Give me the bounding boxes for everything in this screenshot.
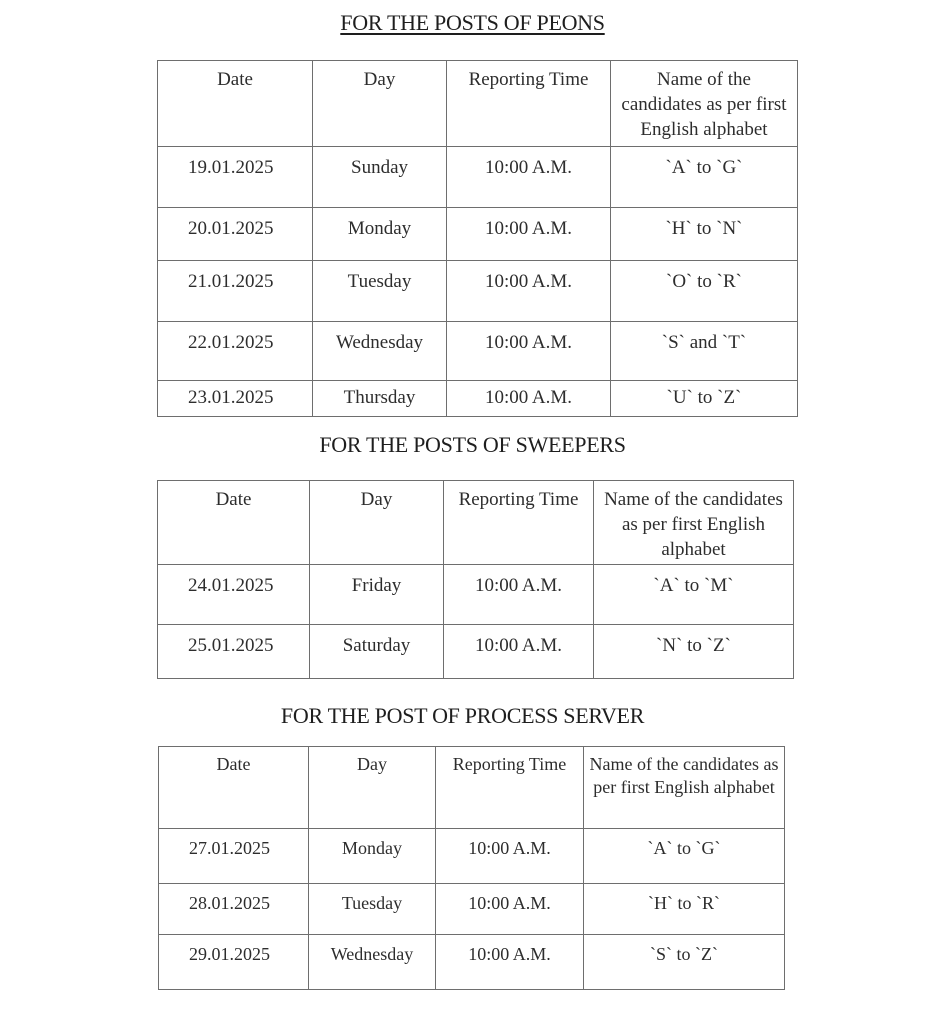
cell-day: Sunday: [313, 147, 447, 208]
cell-names: `S` and `T`: [611, 322, 798, 381]
header-day: Day: [309, 747, 436, 829]
schedule-table-peons: [157, 60, 798, 417]
cell-date: 29.01.2025: [159, 935, 309, 990]
cell-names: `A` to `G`: [611, 147, 798, 208]
cell-time: 10:00 A.M.: [447, 381, 611, 417]
cell-names: `O` to `R`: [611, 261, 798, 322]
cell-day: Tuesday: [313, 261, 447, 322]
cell-day: Thursday: [313, 381, 447, 417]
header-row: [158, 61, 798, 147]
header-day: Day: [313, 61, 447, 147]
header-row: [159, 747, 785, 829]
cell-time: 10:00 A.M.: [444, 565, 594, 625]
cell-date: 21.01.2025: [158, 261, 313, 322]
cell-date: 19.01.2025: [158, 147, 313, 208]
schedule-table-process-server: [158, 746, 785, 990]
cell-day: Monday: [309, 829, 436, 884]
table-row: [158, 208, 798, 261]
cell-date: 23.01.2025: [158, 381, 313, 417]
header-reporting-time: Reporting Time: [436, 747, 584, 829]
cell-names: `N` to `Z`: [594, 625, 794, 679]
header-candidate-names: Name of the candidates as per first English alphabet: [611, 61, 798, 147]
section-title-text: FOR THE POSTS OF PEONS: [340, 10, 605, 35]
cell-time: 10:00 A.M.: [447, 322, 611, 381]
cell-day: Friday: [310, 565, 444, 625]
table-row: [159, 884, 785, 935]
cell-names: `H` to `R`: [584, 884, 785, 935]
cell-names: `A` to `M`: [594, 565, 794, 625]
cell-day: Wednesday: [309, 935, 436, 990]
cell-time: 10:00 A.M.: [436, 884, 584, 935]
cell-time: 10:00 A.M.: [447, 147, 611, 208]
table-row: [158, 322, 798, 381]
header-date: Date: [158, 481, 310, 565]
cell-date: 20.01.2025: [158, 208, 313, 261]
cell-date: 27.01.2025: [159, 829, 309, 884]
cell-date: 22.01.2025: [158, 322, 313, 381]
header-row: [158, 481, 794, 565]
cell-names: `H` to `N`: [611, 208, 798, 261]
schedule-table-sweepers: [157, 480, 794, 679]
section-title-sweepers: [0, 432, 945, 458]
cell-time: 10:00 A.M.: [447, 261, 611, 322]
table-row: [158, 381, 798, 417]
table-row: [159, 935, 785, 990]
cell-day: Saturday: [310, 625, 444, 679]
header-date: Date: [159, 747, 309, 829]
cell-time: 10:00 A.M.: [436, 829, 584, 884]
header-date: Date: [158, 61, 313, 147]
header-candidate-names: Name of the candidates as per first English alphabet: [594, 481, 794, 565]
cell-names: `A` to `G`: [584, 829, 785, 884]
cell-day: Monday: [313, 208, 447, 261]
header-reporting-time: Reporting Time: [447, 61, 611, 147]
cell-date: 28.01.2025: [159, 884, 309, 935]
table-row: [158, 147, 798, 208]
cell-day: Wednesday: [313, 322, 447, 381]
header-candidate-names: Name of the candidates as per first English alphabet: [584, 747, 785, 829]
cell-date: 25.01.2025: [158, 625, 310, 679]
table-row: [158, 565, 794, 625]
cell-names: `U` to `Z`: [611, 381, 798, 417]
table-row: [158, 261, 798, 322]
section-title-text: FOR THE POST OF PROCESS SERVER: [280, 703, 645, 728]
section-title-text: FOR THE POSTS OF SWEEPERS: [319, 432, 626, 457]
cell-time: 10:00 A.M.: [436, 935, 584, 990]
header-day: Day: [310, 481, 444, 565]
cell-date: 24.01.2025: [158, 565, 310, 625]
table-row: [159, 829, 785, 884]
section-title-peons: [0, 10, 945, 36]
cell-names: `S` to `Z`: [584, 935, 785, 990]
header-reporting-time: Reporting Time: [444, 481, 594, 565]
section-title-process-server: [0, 703, 935, 729]
table-row: [158, 625, 794, 679]
cell-time: 10:00 A.M.: [447, 208, 611, 261]
cell-day: Tuesday: [309, 884, 436, 935]
cell-time: 10:00 A.M.: [444, 625, 594, 679]
